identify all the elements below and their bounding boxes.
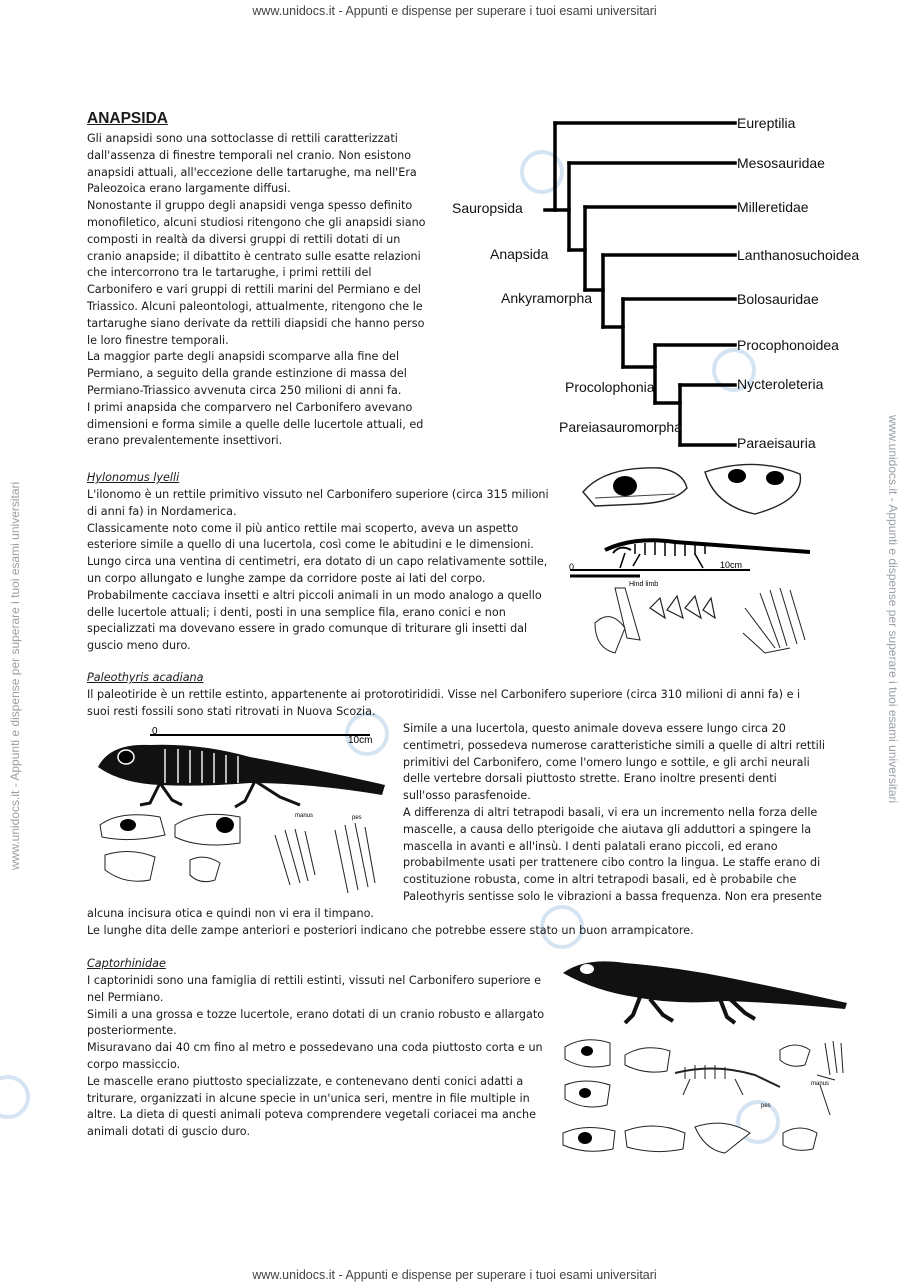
text-line: delle vertebre dorsali piuttosto strette. Erano inoltre presenti denti xyxy=(403,772,777,786)
text-line: posteriormente. xyxy=(87,1024,177,1038)
text-line: Permiano-Triassico avvenuta circa 250 milioni di anni fa. xyxy=(87,383,402,397)
text-line: Lungo circa una ventina di centimetri, era dotato di un capo relativamente sottile, xyxy=(87,555,548,569)
text-line: erano prevalentemente insettivori. xyxy=(87,434,283,448)
scale-start-label: 0 xyxy=(152,726,158,737)
text-line: Simili a una grossa e tozze lucertole, erano dotati di un cranio robusto e allargato xyxy=(87,1007,545,1021)
cladogram-figure xyxy=(445,105,885,455)
cladogram-node-label: Anapsida xyxy=(490,246,549,262)
manus-label: manus xyxy=(811,1081,830,1087)
cladogram-leaf-label: Paraeisauria xyxy=(737,435,816,451)
text-line: I primi anapsida che comparvero nel Carbonifero avevano xyxy=(87,400,413,414)
section-title-anapsida: ANAPSIDA xyxy=(87,110,168,127)
text-line: animali dotati di guscio duro. xyxy=(87,1125,251,1139)
text-line: centimetri, possedeva numerose caratteristiche simili a quelle di altri rettili xyxy=(403,738,825,752)
text-line: Nonostante il gruppo degli anapsidi venga spesso definito xyxy=(87,199,413,213)
text-line: costituzione robusta, come in altri tetrapodi basali, ed è probabile che xyxy=(403,873,797,887)
captorhinidae-figure xyxy=(555,955,855,1160)
paleothyris-heading: Paleothyris acadiana xyxy=(87,671,204,684)
captorhinidae-heading: Captorhinidae xyxy=(87,957,166,970)
text-line: La maggior parte degli anapsidi scomparve alla fine del xyxy=(87,350,400,364)
hylonomus-heading: Hylonomus lyelli xyxy=(87,471,180,484)
text-line: probabilmente usati per trattenere cibo contro la lingua. Le staffe erano di xyxy=(403,856,821,870)
side-watermark-right: www.unidocs.it - Appunti e dispense per superare i tuoi esami universitari xyxy=(886,415,900,804)
text-line: Simile a una lucertola, questo animale doveva essere lungo circa 20 xyxy=(403,722,786,735)
cladogram-leaf-label: Eureptilia xyxy=(737,115,796,131)
cladogram-node-label: Ankyramorpha xyxy=(501,290,593,306)
paleothyris-intro-paragraph xyxy=(87,687,800,721)
text-line: mascella in avanti e all'insù. I denti palatali erano piccoli, ed erano xyxy=(403,839,778,853)
hylonomus-paragraph xyxy=(87,487,549,655)
page-footer-watermark: www.unidocs.it - Appunti e dispense per superare i tuoi esami universitari xyxy=(252,1268,657,1282)
text-line: Paleozoica erano largamente diffusi. xyxy=(87,182,291,196)
text-line: delle lucertole attuali; i denti, posti in una semplice fila, erano conici e non xyxy=(87,605,506,619)
scale-end-label: 10cm xyxy=(348,735,373,746)
text-line: Carbonifero e vari gruppi di rettili marini del Permiano e del xyxy=(87,283,421,297)
text-line: Paleothyris sentisse solo le vibrazioni a bassa frequenza. Non era presente xyxy=(403,889,822,903)
manus-label: manus xyxy=(295,813,314,819)
text-line: Permiano, a seguito della grande estinzione di massa del xyxy=(87,367,407,381)
cladogram-leaf-label: Mesosauridae xyxy=(737,155,825,171)
text-line: Misuravano dai 40 cm fino al metro e possedevano una coda piuttosto corta e un xyxy=(87,1041,543,1055)
text-line: primitivi del Carbonifero, come l'omero lungo e sottile, e gli archi neurali xyxy=(403,755,810,769)
paleothyris-figure xyxy=(90,725,395,900)
side-watermark-left: www.unidocs.it - Appunti e dispense per superare i tuoi esami universitari xyxy=(8,481,22,870)
cladogram-node-label: Sauropsida xyxy=(452,200,523,216)
text-line: Classicamente noto come il più antico rettile mai scoperto, aveva un aspetto xyxy=(87,521,519,535)
paleothyris-outro-paragraph xyxy=(87,906,694,940)
cladogram-leaf-label: Nycteroleteria xyxy=(737,376,824,392)
text-line: mascelle, a causa dello pterigoide che aiutava gli adduttori a spingere la xyxy=(403,822,812,836)
text-line: tartarughe siano derivate da rettili diapsidi che hanno perso xyxy=(87,316,425,330)
text-line: esteriore simile a quello di una lucertola, così come le abitudini e le dimensioni. xyxy=(87,538,534,552)
cladogram-leaf-label: Milleretidae xyxy=(737,199,809,215)
text-line: composti in realtà da diversi gruppi di rettili dotati di un xyxy=(87,232,401,246)
text-line: Triassico. Alcuni paleontologi, attualmente, ritengono che le xyxy=(87,299,423,313)
text-line: A differenza di altri tetrapodi basali, vi era un incremento nella forza delle xyxy=(403,805,818,819)
text-line: alcuna incisura otica e quindi non vi era il timpano. xyxy=(87,907,374,920)
text-line: guscio meno duro. xyxy=(87,639,191,653)
cladogram-leaf-label: Lanthanosuchoidea xyxy=(737,247,860,263)
page-header-watermark: www.unidocs.it - Appunti e dispense per superare i tuoi esami universitari xyxy=(252,4,657,18)
text-line: sull'osso parasfenoide. xyxy=(403,789,531,803)
scale-start-label: 0 xyxy=(569,562,575,572)
text-line: di anni fa) in Nordamerica. xyxy=(87,504,237,518)
text-line: dimensioni e forma simile a quelle delle lucertole attuali, ed xyxy=(87,417,424,431)
text-line: specializzati ma dovevano essere in grado comunque di triturare gli insetti dal xyxy=(87,622,528,636)
pes-label: pes xyxy=(761,1103,771,1109)
text-line: corpo massiccio. xyxy=(87,1057,181,1071)
cladogram-node-label: Pareiasauromorpha xyxy=(559,419,682,435)
text-line: altre. La dieta di questi animali poteva comprendere vegetali coriacei ma anche xyxy=(87,1108,537,1122)
text-line: triturare, organizzati in alcune specie in un'unica seri, mentre in file multiple in xyxy=(87,1091,530,1105)
watermark-logo-icon xyxy=(0,1075,30,1119)
text-line: un corpo allungato e lunghe zampe da corridore poste ai lati del corpo. xyxy=(87,571,486,585)
text-line: nel Permiano. xyxy=(87,990,164,1004)
text-line: dall'assenza di finestre temporali nel cranio. Non esistono xyxy=(87,148,412,162)
pes-label: pes xyxy=(352,815,362,821)
text-line: monofiletico, alcuni studiosi ritengono che gli anapsidi siano xyxy=(87,215,426,229)
text-line: Le mascelle erano piuttosto specializzate, e contenevano denti conici adatti a xyxy=(87,1074,524,1088)
text-line: le loro finestre temporali. xyxy=(87,333,229,347)
text-line: anapsidi attuali, all'eccezione delle tartarughe, ma nell'Era xyxy=(87,165,417,179)
text-line: che intercorrono tra le tartarughe, i primi rettili del xyxy=(87,266,372,280)
text-line: cranio anapside; il dibattito è centrato sulle esatte relazioni xyxy=(87,249,421,263)
hindlimb-label: Hind limb xyxy=(629,581,659,588)
cladogram-node-label: Procolophonia xyxy=(565,379,655,395)
text-line: Le lunghe dita delle zampe anteriori e posteriori indicano che potrebbe essere stato un buon arrampicatore. xyxy=(87,923,694,937)
paleothyris-paragraph xyxy=(403,721,825,906)
text-line: Probabilmente cacciava insetti e altri piccoli animali in un modo analogo a quello xyxy=(87,588,542,602)
text-line: I captorinidi sono una famiglia di rettili estinti, vissuti nel Carbonifero superiore e xyxy=(87,974,541,987)
text-line: suoi resti fossili sono stati ritrovati in Nuova Scozia. xyxy=(87,704,376,718)
hylonomus-figure xyxy=(565,458,815,663)
cladogram-leaf-label: Bolosauridae xyxy=(737,291,819,307)
anapsida-paragraph xyxy=(87,131,426,450)
cladogram-leaf-label: Procophonoidea xyxy=(737,337,839,353)
text-line: Gli anapsidi sono una sottoclasse di rettili caratterizzati xyxy=(87,132,398,145)
scale-end-label: 10cm xyxy=(720,560,743,570)
text-line: Il paleotiride è un rettile estinto, appartenente ai protorotirididi. Visse nel Carbonifero superiore (circa 310 milioni di anni fa) e i xyxy=(87,688,801,701)
text-line: L'ilonomo è un rettile primitivo vissuto nel Carbonifero superiore (circa 315 milioni xyxy=(87,488,549,501)
captorhinidae-paragraph xyxy=(87,973,544,1141)
